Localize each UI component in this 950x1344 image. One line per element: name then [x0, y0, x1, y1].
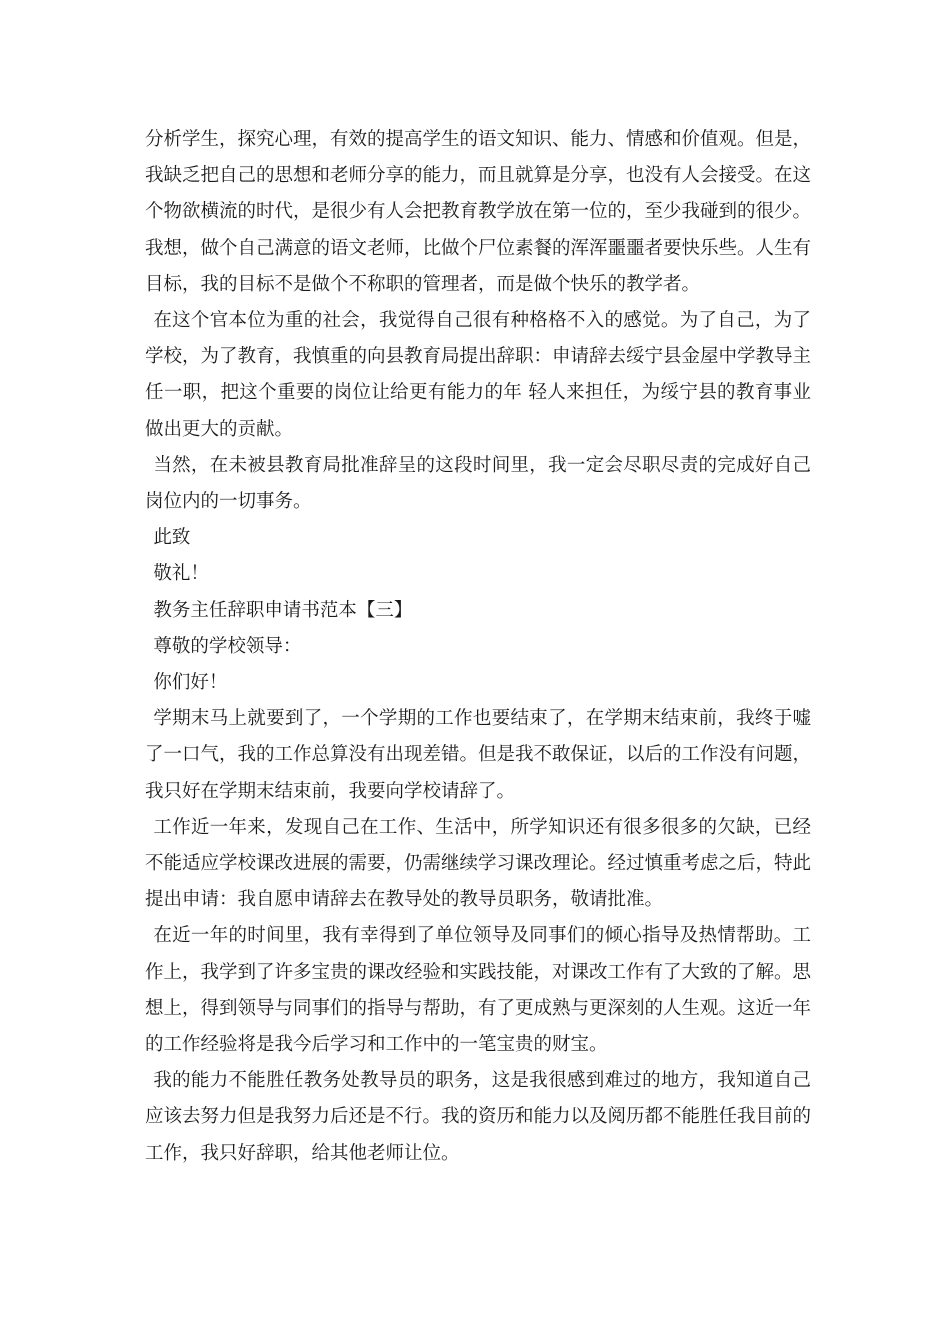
greeting-addressee: 尊敬的学校领导： [153, 635, 302, 657]
paragraph: 工作近一年来，发现自己在工作、生活中，所学知识还有很多很多的欠缺，已经不能适应学校课改进展的需要，仍需继续学习课改理论。经过慎重考虑之后，特此提出申请：我自愿申请辞去在教导处的教导员职务，敬请批准。 [145, 816, 812, 911]
paragraph: 我的能力不能胜任教务处教导员的职务，这是我很感到难过的地方，我知道自己应该去努力但是我努力后还是不行。我的资历和能力以及阅历都不能胜任我目前的工作，我只好辞职，给其他老师让位。 [145, 1070, 812, 1164]
section-title: 教务主任辞职申请书范本【三】 [153, 599, 413, 621]
greeting: 你们好！ [153, 672, 228, 694]
paragraph: 当然，在未被县教育局批准辞呈的这段时间里，我一定会尽职尽责的完成好自己岗位内的一切事务。 [145, 454, 811, 513]
paragraph: 学期末马上就要到了，一个学期的工作也要结束了，在学期末结束前，我终于嘘了一口气，我的工作总算没有出现差错。但是我不敢保证，以后的工作没有问题，我只好在学期末结束前，我要向学校请辞了。 [145, 708, 812, 802]
paragraph: 在这个官本位为重的社会，我觉得自己很有种格格不入的感觉。为了自己，为了学校，为了教育，我慎重的向县教育局提出辞职：申请辞去绥宁县金屋中学教导主任一职，把这个重要的岗位让给更有能力的年 轻人来担任，为绥宁县的教育事业做出更大的贡献。 [145, 310, 812, 440]
paragraph: 在近一年的时间里，我有幸得到了单位领导及同事们的倾心指导及热情帮助。工作上，我学到了许多宝贵的课改经验和实践技能，对课改工作有了大致的了解。思想上，得到领导与同事们的指导与帮助，有了更成熟与更深刻的人生观。这近一年的工作经验将是我今后学习和工作中的一笔宝贵的财宝。 [145, 925, 812, 1056]
closing-regards: 敬礼！ [153, 563, 209, 585]
closing-salutation: 此致 [153, 527, 191, 549]
paragraph: 分析学生，探究心理，有效的提高学生的语文知识、能力、情感和价值观。但是，我缺乏把自己的思想和老师分享的能力，而且就算是分享，也没有人会接受。在这个物欲横流的时代，是很少有人会把教育教学放在第一位的，至少我碰到的很少。我想，做个自己满意的语文老师，比做个尸位素餐的浑浑噩噩者要快乐些。人生有目标，我的目标不是做个不称职的管理者，而是做个快乐的教学者。 [145, 129, 812, 295]
document-body [145, 122, 811, 1172]
